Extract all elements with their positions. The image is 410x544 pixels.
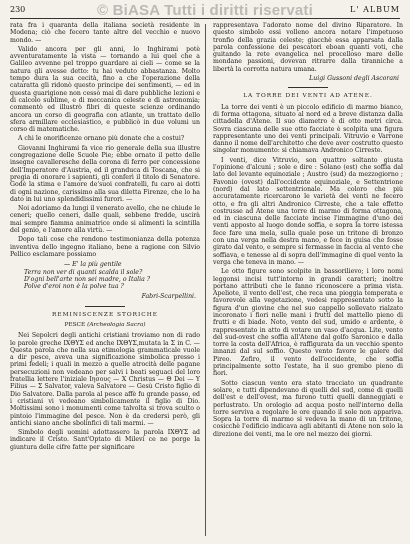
left-column [10,22,200,453]
watermark: © BiASA Tutti i diritti riservati [96,2,313,19]
paragraph: rappresentava l'adorato nome del divino Riparatore. In questo simbolo essi volleno ancora notare l'impetuoso tronfio della grazia celeste; giacchè essa apparsata dalla parola confessione dei pescatori eboan quanti voti, che guitando la rete evangelica nel procelloso mare delle mondane passioni, dovevan ritrarre dalla tiranniche a libertà la corrotta natura umana. [213,22,403,73]
verse-intro: — E' la più gentile [64,261,122,269]
paragraph: Noi adoriamo da lungi il venerato avello, che ne chiude le ceneri; quello ceneri, dalle quali, sebbene fredde, uscirà mai sempre fiamma animatrice onde si alimenti la scintilla del genio, e l'amore alla virtù. — [10,205,200,235]
verse-line: Terra non ver di quanti scalda il sole? [24,268,143,276]
divider [288,87,328,88]
verse-line: Polve d'eroi non è la polve tua ? [24,283,124,291]
paragraph: I venti, dice Vitruvio, son quattro soltanto giusta l'opinione d'alcuni ; sole e dire : Solano (est) che soffia dal lato del levante equinoziale ; Austro (sud) da mezzogiorno ; Favonio (ovest) dall'occidente equinoziale, e Settentrione (nord) dal lato settentrionale. Ma coloro che più accuratamente ricercarono le varietà dei venti ne fecero otto, e fra gli altri Andronico Cirreste, che a tale effetto costrusse ad Atene una torre di marmo di forma ottagona, ed in ciascuna delle facciate incise l'immagine d'uno dei venti apposto al luogo donde soffia, e sopra la torre istessa fece fare una mela, sulla quale pose un tritone di bronzo con una verga nella destra mano, e fece in guisa che fosse girato dal vento, e sempre si fermasse in faccia al vento che soffiava, e tenesse al di sopra dell'immagine di quel vento la verga che teneva in mano. — [213,156,403,266]
paragraph: La torre dei venti è un piccolo edificio di marmo bianco, di forma ottagona, situato al nord ed a breve distanza dalla cittadella d'Atene. Il suo diametro è di otto metri circa. Sovra ciascuna delle sue otto facciate è scolpita una figura rappresentante uno dei venti principali. Vitruvio e Varrone danno il nome dell'architetto che deve aver costrutto questo singolar monumento: si chiamava Andronico Cirreste. [213,103,403,155]
verse-line: D'ogni bell'arte non sei madre, o Italia ? [24,275,151,283]
section-title: REMINISCENZE STORICHE [52,311,158,318]
right-column [213,22,403,440]
verse-quote [24,261,200,290]
paragraph: Sotto ciascun vento era stato tracciato un quadrante solare, e tutti dipendevano di quelli del sud, come di quelli dell'est e dell'ovest, ma furono tutti quelli danneggiati e perlustrato. Un orologio ad acqua posto nell'interno della torre serviva a regolare le ore quando il sole non appariva. Sopra la torre di marmo si vedeva la mano di un tritone, cosicchè l'edificio indicava agli abitanti di Atene non solo la direzione dei venti, ma le ore nel mezzo dei giorni. [213,379,403,438]
paragraph: Giovanni Inghirami fa vice rio generale della sua illustre congregazione delle Scuole Pie; ebbe ornato il petto delle insegne cavalleresche della corona di ferro per concessione dell'Imperatore d'Austria, ed il granduca di Toscana, che si pregia di onorare i sapienti, gli conferì il titolo di Senatore. Godè la stima e l'amore de'suoi confratelli, fu caro ai dotti di ogni nazione, carissimo alla sua diletta Firenze, che lo ha dato in lui uno splendidissimi furori. — [10,144,200,203]
paragraph: rata fra i quaranta della italiana società residente in Modena; ciò che fecero tante altre del vecchio e nuovo mondo. — [10,22,200,44]
paragraph: Le otto figure sono scolpite in bassorilievo; i loro nomi leggonsi incisi tutt'intorno in grandi caratteri; inoltre portano attributi che le fanno riconoscere a prima vista. Apeliote, il vento dell'est, che reca una pioggia temperata e favorevole alla vegetazione, vedesi rappresentato sotto la figura d'un giovine che nel suo cappello sollevato rialzato incoronato i fiori nelle mani i frutti del mattello pieno di frutti e di biade. Noto, vento del sud, umido e ardente, è rappresentato in atto di votare un vaso d'acqua. Lite, vento del sud-ovest che soffia all'Atene dal golfo Saronico e dalla torre la costa dell'Africa, è raffigurata da un vecchio spento innanzi dal sul soffio. Questo vento favore le galere del Pireo. Zefiro, il vento dell'occidente, che soffia principalmente sotto l'estate, ha il suo grembo pieno di fiori. [213,268,403,378]
subtitle-italic: (Archeologia Sacra) [87,321,146,328]
section-title: LA TORRE DEI VENTI AD ATENE. [243,93,373,100]
paragraph: A chi le onorificenze ornano più donate che a costui? [18,135,185,143]
author-signature: Luigi Gussoni degli Ascorani [309,75,399,83]
divider [85,306,125,307]
page-header [10,4,400,19]
section-subtitle [10,322,200,329]
paragraph: Nei Sepolcri degli antichi cristiani troviamo non di rado le parole greche ΙΧΘΥΣ ed anche ΙΧΘΥΣ,mutata la Σ in C. — Questa parola che nella sua etimologia grammaticale vuole a dir pesce, aveva una significazione simbolica presso i primi fedeli; i quali in mezzo a quelle atrocità delle pagane persecuzioni non vedeano per salvi i beati seguaci del loro fratellia lettere l'iniziale Ιησους — Χ Christus — Θ Dei — Υ Filius — Σ Salvator, valeva Salvatore — Gesù Cristo figlio di Dio Salvatore. Dalla parola al pesce affè fu grande passo, ed i cristiani vi vedeano simbolicamente il figlio di Dio. Moltissimi sono i monumenti come talvolta si trova sculto o pintoio l'immagine del pesce. Non è da credersi però, gli antichi siano anche sbolinfici di tali marmi. — [10,332,200,427]
page-number: 230 [10,5,26,14]
subtitle-prefix: PESCE [64,321,86,328]
running-title: L' ALBUM [350,5,400,14]
column-divider [205,24,206,536]
paragraph: Dopo tali cose che rendono testimonianza della potenza inventiva dello ingegno italiano, bene a ragione con Silvio Pellico esclamare possiamo [10,236,200,258]
paragraph: Valido ancora per gli anni, lo Inghirami potè avventuratamente la vista — tornando a lui quel che a Galileo avvenne pel troppo guardare ai cieli — come se la natura gli avesse detto: tu hai veduto abbastanza. Molto tempo dura la sua cecità, fino a che l'operazione della cataratta gli ridonò questo principe dei sentimenti, — ed in questa guarigione non cessò mai di dare pubbliche lezioni e di calcolo sublime, e di meccanica celeste e di astronomia; commentò ed illustrò fibri di queste scienze ordinando ancora un corso di geografia con atlante, un trattato dello sfera armillare ecclesiastico, e pubblicò in due volumi un corso di matematiche. [10,45,200,134]
paragraph: Simbolo degli uomini adottassero la parola ΙΧΘΥΣ ad indicare il Cristo. Sant'Optato di Milevi ce ne porge la giuntura delle cifre fatte per significare [10,429,200,451]
author-signature: Fabri-Scarpellini. [141,293,196,301]
